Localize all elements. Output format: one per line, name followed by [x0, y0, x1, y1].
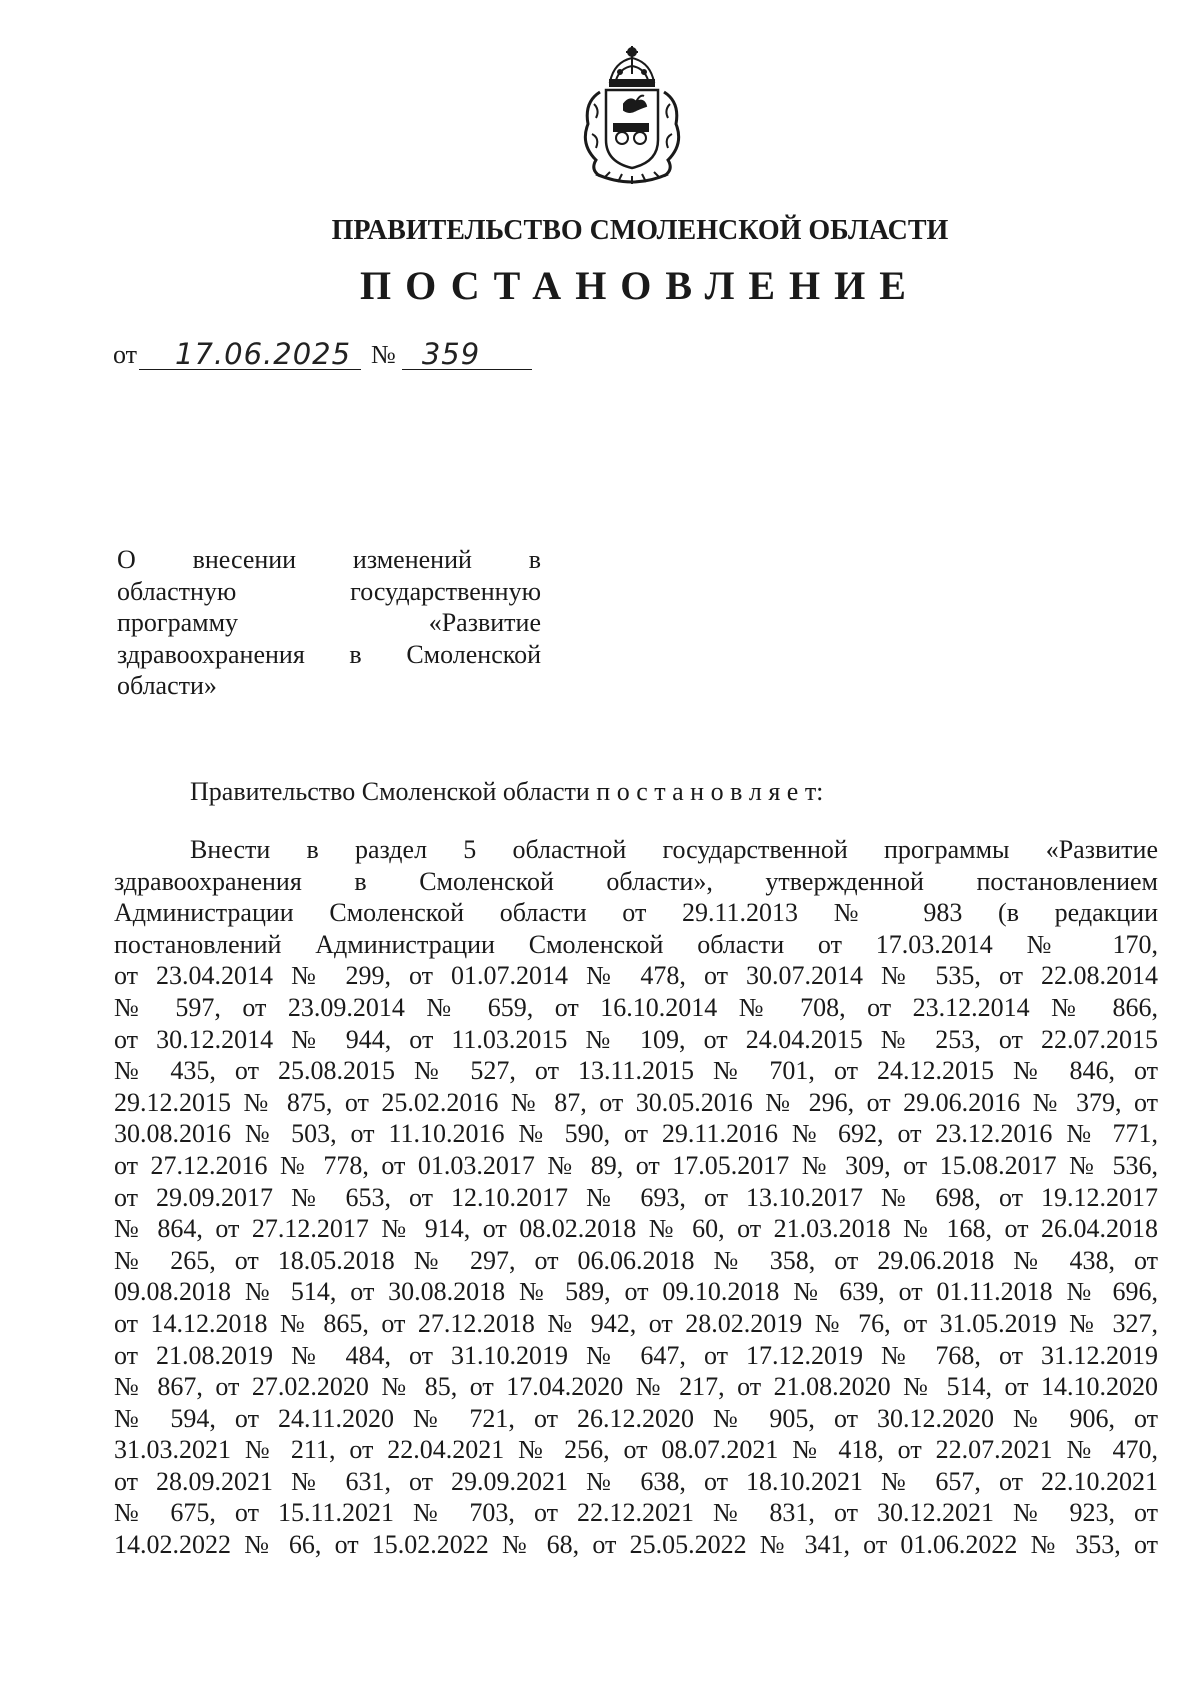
body-line: Внести в раздел 5 областной государственной программы «Развитие [190, 835, 1158, 864]
subject-line: здравоохранения в Смоленской [117, 639, 541, 669]
document-subject [117, 544, 541, 702]
body-line: 14.02.2022 № 66, от 15.02.2022 № 68, от 25.05.2022 № 341, от 01.06.2022 № 353, от [114, 1530, 1158, 1560]
body-line: № 265, от 18.05.2018 № 297, от 06.06.2018 № 358, от 29.06.2018 № 438, от [114, 1245, 1158, 1275]
preamble: Правительство Смоленской области п о с т а н о в л я е т: [190, 777, 824, 806]
body-line: от 23.04.2014 № 299, от 01.07.2014 № 478, от 30.07.2014 № 535, от 22.08.2014 [114, 961, 1158, 991]
body-line: от 29.09.2017 № 653, от 12.10.2017 № 693, от 13.10.2017 № 698, от 19.12.2017 [114, 1182, 1158, 1212]
body-line: здравоохранения в Смоленской области», утвержденной постановлением [114, 866, 1158, 896]
body-line: Администрации Смоленской области от 29.11.2013 № 983 (в редакции [114, 898, 1158, 928]
body-line: от 28.09.2021 № 631, от 29.09.2021 № 638, от 18.10.2021 № 657, от 22.10.2021 [114, 1466, 1158, 1496]
date-from-label: от [113, 340, 138, 369]
body-line: 29.12.2015 № 875, от 25.02.2016 № 87, от 30.05.2016 № 296, от 29.06.2016 № 379, от [114, 1087, 1158, 1117]
body-line: № 597, от 23.09.2014 № 659, от 16.10.2014 № 708, от 23.12.2014 № 866, [114, 992, 1158, 1022]
date-number-line [113, 330, 532, 370]
subject-line: программу «Развитие [117, 608, 541, 637]
subject-line: области» [117, 671, 217, 700]
body-line: постановлений Администрации Смоленской области от 17.03.2014 № 170, [114, 929, 1158, 959]
body-line: № 675, от 15.11.2021 № 703, от 22.12.2021 № 831, от 30.12.2021 № 923, от [114, 1498, 1158, 1528]
body-line: от 21.08.2019 № 484, от 31.10.2019 № 647, от 17.12.2019 № 768, от 31.12.2019 [114, 1340, 1158, 1370]
document-number: 359 [402, 339, 532, 370]
body-line: 31.03.2021 № 211, от 22.04.2021 № 256, от 08.07.2021 № 418, от 22.07.2021 № 470, [114, 1435, 1158, 1465]
body-line: № 867, от 27.02.2020 № 85, от 17.04.2020 № 217, от 21.08.2020 № 514, от 14.10.2020 [114, 1372, 1158, 1402]
subject-line: областную государственную [117, 576, 541, 606]
body-line: № 594, от 24.11.2020 № 721, от 26.12.2020 № 905, от 30.12.2020 № 906, от [114, 1403, 1158, 1433]
body-line: от 30.12.2014 № 944, от 11.03.2015 № 109, от 24.04.2015 № 253, от 22.07.2015 [114, 1024, 1158, 1054]
body-line: 09.08.2018 № 514, от 30.08.2018 № 589, от 09.10.2018 № 639, от 01.11.2018 № 696, [114, 1277, 1158, 1307]
body-line: от 14.12.2018 № 865, от 27.12.2018 № 942, от 28.02.2019 № 76, от 31.05.2019 № 327, [114, 1308, 1158, 1338]
body-line: от 27.12.2016 № 778, от 01.03.2017 № 89, от 17.05.2017 № 309, от 15.08.2017 № 536, [114, 1150, 1158, 1180]
body-line: № 864, от 27.12.2017 № 914, от 08.02.2018 № 60, от 21.03.2018 № 168, от 26.04.2018 [114, 1214, 1158, 1244]
smolensk-coat-of-arms-icon [570, 44, 694, 184]
organization-title: ПРАВИТЕЛЬСТВО СМОЛЕНСКОЙ ОБЛАСТИ [331, 215, 949, 246]
body-line: 30.08.2016 № 503, от 11.10.2016 № 590, от 29.11.2016 № 692, от 23.12.2016 № 771, [114, 1119, 1158, 1149]
number-label: № [371, 340, 396, 369]
subject-line: О внесении изменений в [117, 545, 541, 574]
body-line: № 435, от 25.08.2015 № 527, от 13.11.2015 № 701, от 24.12.2015 № 846, от [114, 1056, 1158, 1086]
document-date: 17.06.2025 [139, 339, 361, 370]
document-type-title: ПОСТАНОВЛЕНИЕ [360, 263, 920, 308]
body-paragraph [114, 834, 1158, 1561]
